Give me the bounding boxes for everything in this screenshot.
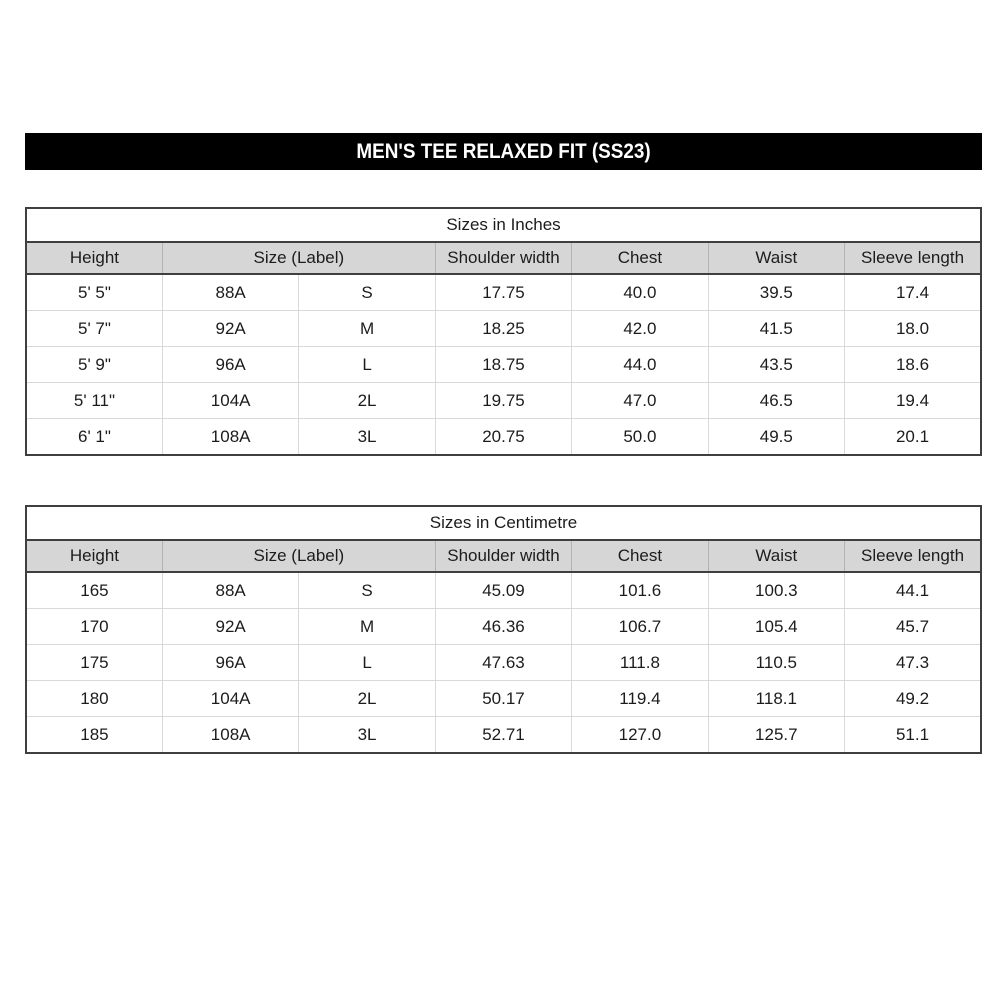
column-header-chest: Chest <box>572 242 708 274</box>
table-cell: S <box>299 572 435 609</box>
table-cell: 185 <box>26 717 162 754</box>
table-cell: 49.5 <box>708 419 844 456</box>
table-cell: 180 <box>26 681 162 717</box>
table-cell: 104A <box>162 383 298 419</box>
table-cell: 96A <box>162 645 298 681</box>
table-header-row <box>26 540 981 572</box>
column-header-height: Height <box>26 540 162 572</box>
table-cell: 110.5 <box>708 645 844 681</box>
table-cell: 40.0 <box>572 274 708 311</box>
table-title: Sizes in Centimetre <box>26 506 981 540</box>
table-cell: 125.7 <box>708 717 844 754</box>
table-cell: 42.0 <box>572 311 708 347</box>
table-cell: M <box>299 609 435 645</box>
table-cell: 47.3 <box>845 645 981 681</box>
table-header-row <box>26 242 981 274</box>
table-cell: M <box>299 311 435 347</box>
table-cell: 44.0 <box>572 347 708 383</box>
table-cell: 45.7 <box>845 609 981 645</box>
table-cell: 47.0 <box>572 383 708 419</box>
table-cell: 108A <box>162 419 298 456</box>
table-cell: 175 <box>26 645 162 681</box>
table-cell: 17.4 <box>845 274 981 311</box>
table-cell: 165 <box>26 572 162 609</box>
table-cell: 5' 11" <box>26 383 162 419</box>
table-cell: 101.6 <box>572 572 708 609</box>
table-cell: 2L <box>299 681 435 717</box>
table-cell: 18.75 <box>435 347 571 383</box>
table-cell: 20.1 <box>845 419 981 456</box>
page-title: MEN'S TEE RELAXED FIT (SS23) <box>356 139 651 163</box>
table-row <box>26 311 981 347</box>
table-cell: 106.7 <box>572 609 708 645</box>
table-cell: 170 <box>26 609 162 645</box>
table-cell: 3L <box>299 419 435 456</box>
table-cell: 45.09 <box>435 572 571 609</box>
table-row <box>26 645 981 681</box>
table-cell: 104A <box>162 681 298 717</box>
column-header-height: Height <box>26 242 162 274</box>
table-row <box>26 383 981 419</box>
table-cell: 6' 1" <box>26 419 162 456</box>
column-header-shoulder-width: Shoulder width <box>435 540 571 572</box>
table-cell: 88A <box>162 274 298 311</box>
table-title: Sizes in Inches <box>26 208 981 242</box>
table-title-row <box>26 208 981 242</box>
table-cell: 52.71 <box>435 717 571 754</box>
column-header-waist: Waist <box>708 540 844 572</box>
table-cell: S <box>299 274 435 311</box>
table-title-row <box>26 506 981 540</box>
table-row <box>26 717 981 754</box>
table-cell: 5' 5" <box>26 274 162 311</box>
table-cell: 20.75 <box>435 419 571 456</box>
column-header-waist: Waist <box>708 242 844 274</box>
column-header-size-label: Size (Label) <box>162 540 435 572</box>
table-sizes-centimetre <box>25 505 982 754</box>
table-cell: 43.5 <box>708 347 844 383</box>
table-cell: 17.75 <box>435 274 571 311</box>
column-header-chest: Chest <box>572 540 708 572</box>
table-cell: 111.8 <box>572 645 708 681</box>
table-cell: 100.3 <box>708 572 844 609</box>
table-cell: 44.1 <box>845 572 981 609</box>
table-cell: 92A <box>162 311 298 347</box>
table-cell: 50.0 <box>572 419 708 456</box>
table-cell: 46.5 <box>708 383 844 419</box>
table-cell: 88A <box>162 572 298 609</box>
table-row <box>26 419 981 456</box>
table-cell: 105.4 <box>708 609 844 645</box>
table-cell: 50.17 <box>435 681 571 717</box>
table-cell: 41.5 <box>708 311 844 347</box>
table-cell: 19.4 <box>845 383 981 419</box>
table-row <box>26 274 981 311</box>
title-banner <box>25 133 982 170</box>
column-header-shoulder-width: Shoulder width <box>435 242 571 274</box>
table-row <box>26 572 981 609</box>
table-cell: 5' 7" <box>26 311 162 347</box>
table-cell: 18.0 <box>845 311 981 347</box>
table-cell: 96A <box>162 347 298 383</box>
table-cell: 49.2 <box>845 681 981 717</box>
table-cell: 19.75 <box>435 383 571 419</box>
table-cell: 3L <box>299 717 435 754</box>
table-row <box>26 347 981 383</box>
column-header-sleeve-length: Sleeve length <box>845 242 981 274</box>
table-row <box>26 609 981 645</box>
table-cell: 39.5 <box>708 274 844 311</box>
table-cell: L <box>299 347 435 383</box>
table-cell: 47.63 <box>435 645 571 681</box>
table-cell: 119.4 <box>572 681 708 717</box>
table-cell: 18.6 <box>845 347 981 383</box>
table-cell: 92A <box>162 609 298 645</box>
table-row <box>26 681 981 717</box>
table-cell: 127.0 <box>572 717 708 754</box>
table-sizes-inches <box>25 207 982 456</box>
table-cell: L <box>299 645 435 681</box>
table-cell: 18.25 <box>435 311 571 347</box>
column-header-size-label: Size (Label) <box>162 242 435 274</box>
table-cell: 118.1 <box>708 681 844 717</box>
column-header-sleeve-length: Sleeve length <box>845 540 981 572</box>
table-cell: 5' 9" <box>26 347 162 383</box>
table-cell: 2L <box>299 383 435 419</box>
table-cell: 46.36 <box>435 609 571 645</box>
table-cell: 108A <box>162 717 298 754</box>
table-cell: 51.1 <box>845 717 981 754</box>
